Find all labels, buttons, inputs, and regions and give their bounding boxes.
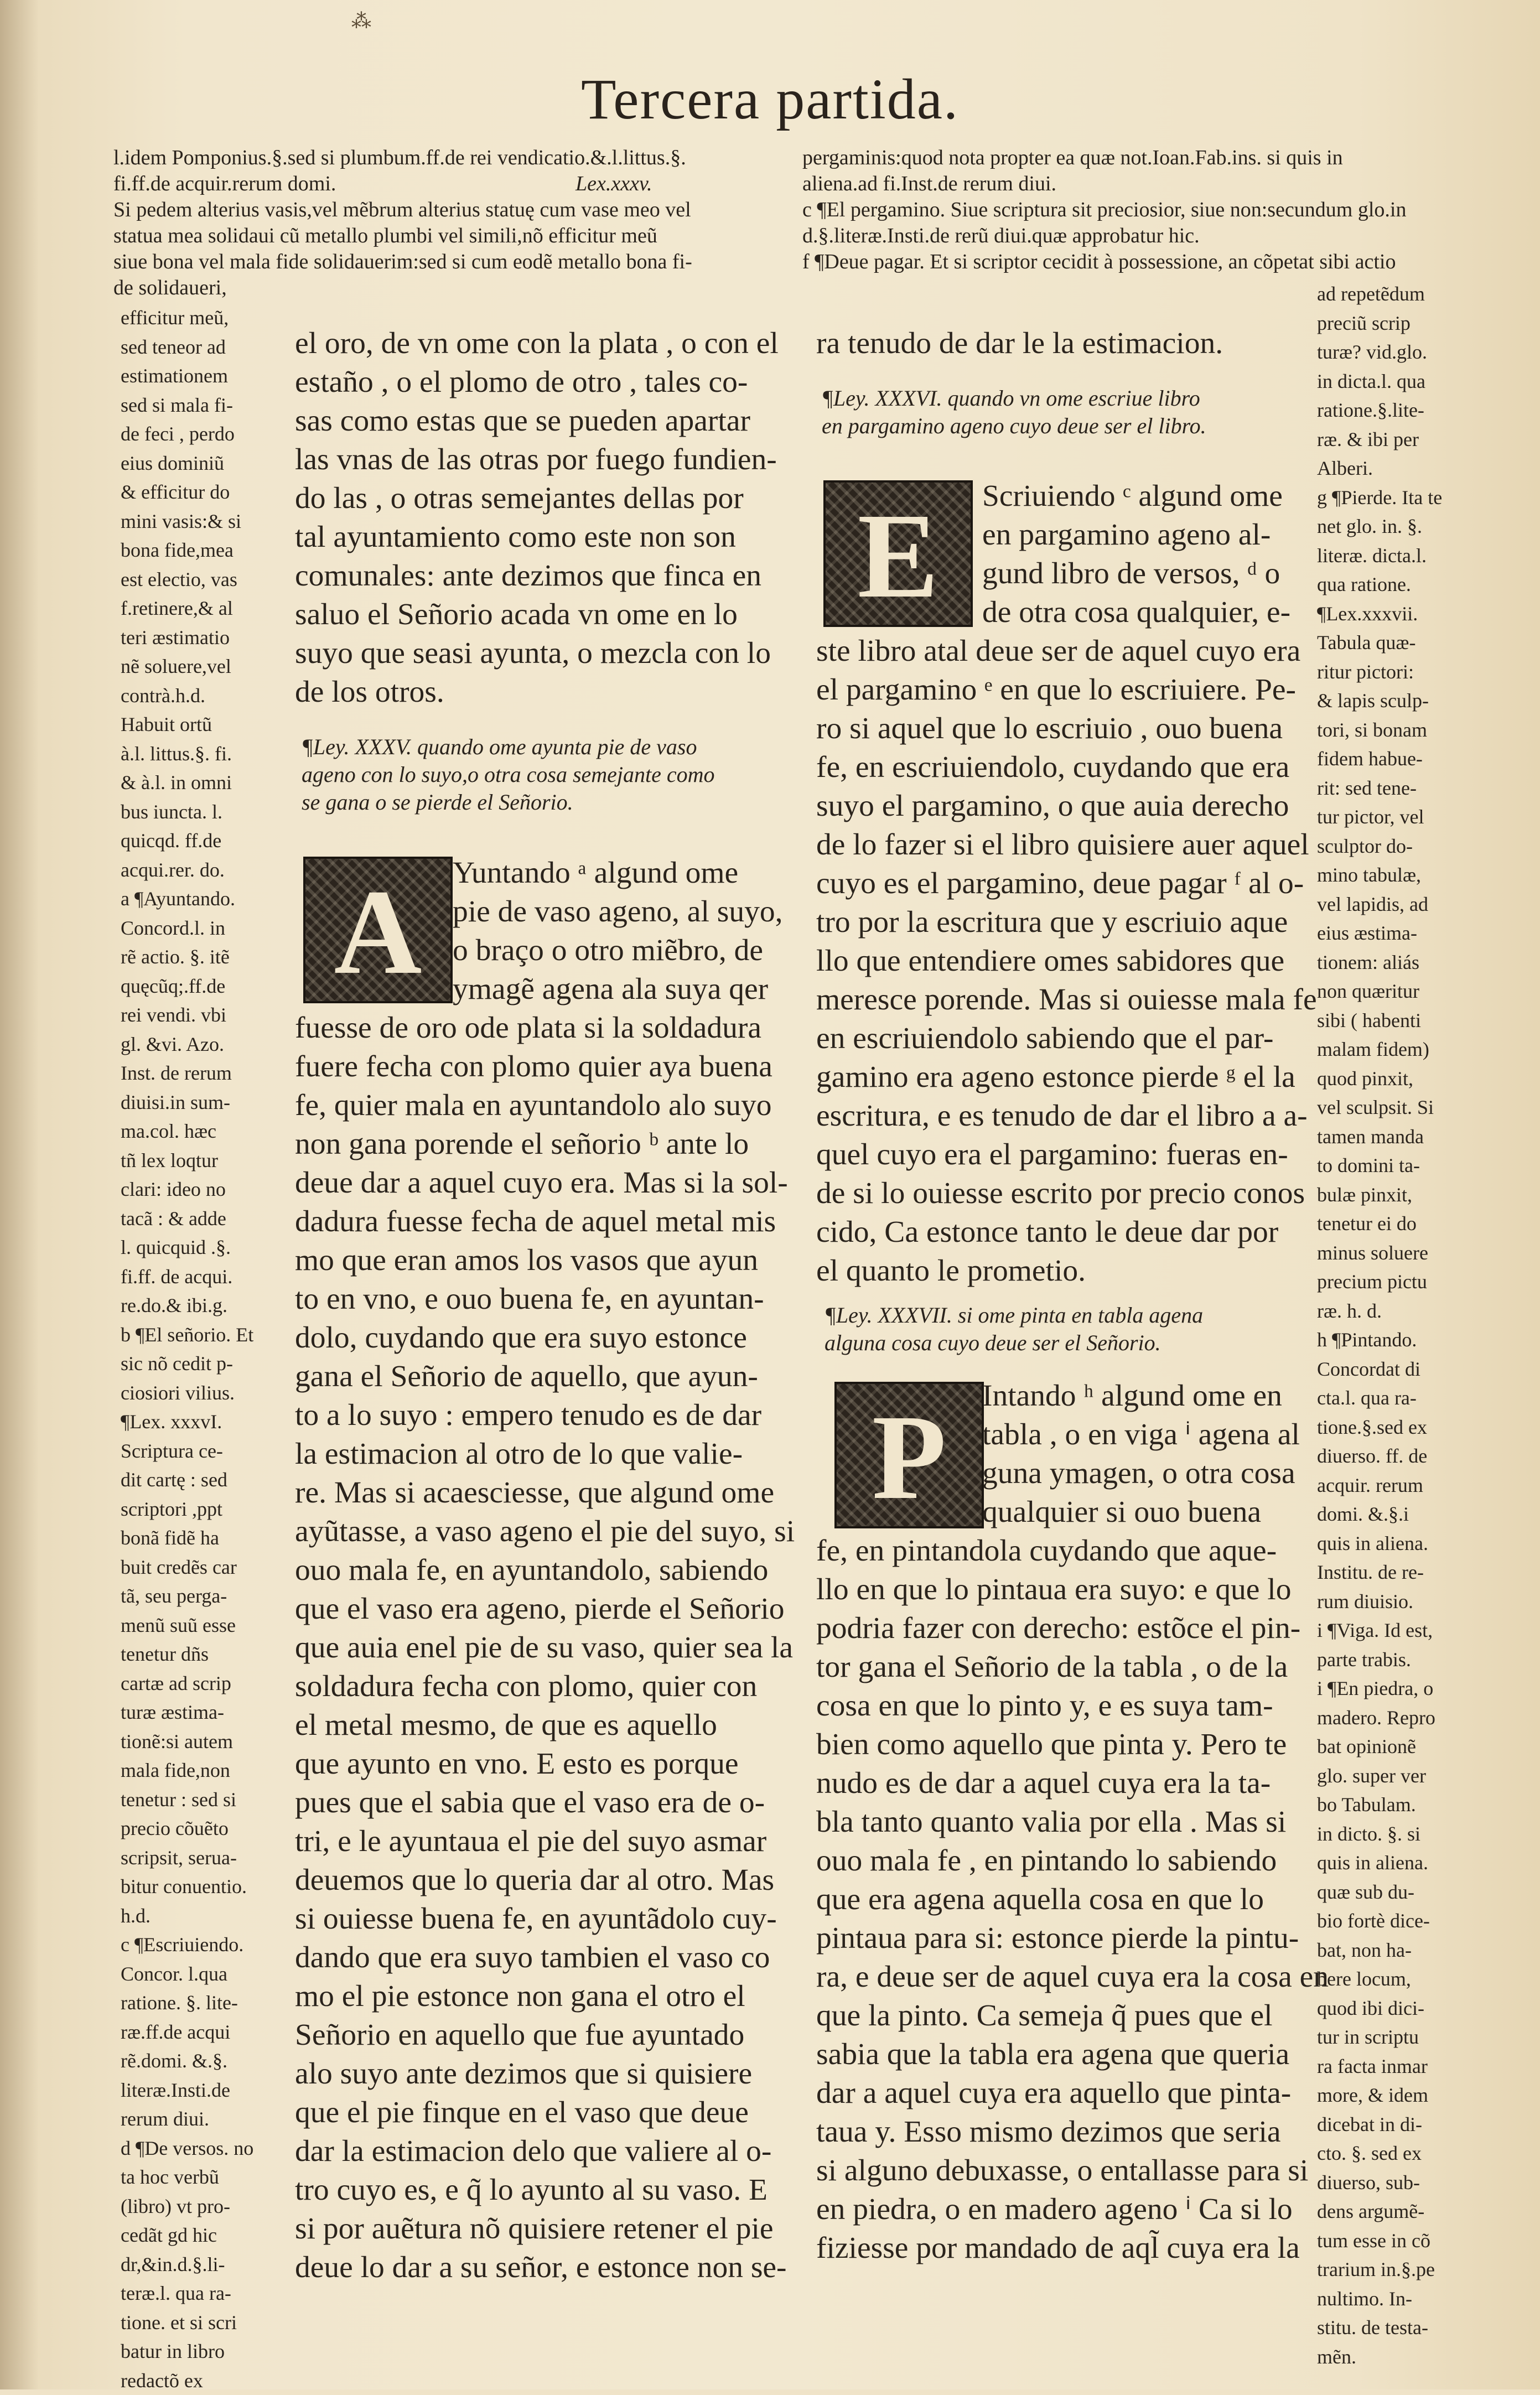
right-gloss-column	[1317, 279, 1522, 2371]
gloss-line: bo Tabulam.	[1317, 1790, 1522, 1819]
gloss-line: efficitur meũ,	[121, 303, 281, 333]
text-line: dar a aquel cuya era aquello que pinta-	[816, 2074, 1314, 2113]
ley-37-heading	[825, 1302, 1323, 1357]
gloss-line: ¶Lex. xxxvI.	[121, 1407, 281, 1437]
text-line: si ouiesse buena fe, en ayuntãdolo cuy-	[295, 1900, 782, 1938]
gloss-line: fi.ff.de acquir.rerum domi.	[113, 171, 805, 197]
text-line: tro cuyo es, e q̃ lo ayunto al su vaso. E	[295, 2171, 782, 2210]
gloss-line: fidem habue-	[1317, 744, 1522, 774]
text-line: dando que era suyo tambien el vaso co	[295, 1938, 782, 1977]
gloss-line: madero. Repro	[1317, 1703, 1522, 1733]
gloss-line: bat, non ha-	[1317, 1936, 1522, 1965]
gloss-line: bio fortè dice-	[1317, 1906, 1522, 1936]
gloss-line: tori, si bonam	[1317, 716, 1522, 745]
gloss-line: tacã : & adde	[121, 1204, 281, 1233]
heading-line: en pargamino ageno cuyo deue ser el libro.	[822, 412, 1320, 440]
text-line: tri, e le ayuntaua el pie del suyo asmar	[295, 1822, 782, 1861]
gloss-line: quod ibi dici-	[1317, 1994, 1522, 2023]
text-line: ra, e deue ser de aquel cuya era la cosa en	[816, 1958, 1314, 1997]
gloss-line: ræ.ff.de acqui	[121, 2018, 281, 2047]
gloss-line: quis in aliena.	[1317, 1529, 1522, 1558]
text-line: to a lo suyo : empero tenudo es de dar	[295, 1396, 782, 1435]
gloss-line: scriptori ,ppt	[121, 1495, 281, 1524]
text-line: to en vno, e ouo buena fe, en ayuntan-	[295, 1280, 782, 1319]
gloss-line: ratione. §. lite-	[121, 1988, 281, 2018]
text-line: gamino era ageno estonce pierde ᵍ el la	[816, 1058, 1314, 1097]
column-b-ley-36	[816, 477, 1314, 1290]
gloss-line: Alberi.	[1317, 454, 1522, 483]
gloss-line: & à.l. in omni	[121, 768, 281, 797]
gloss-line: teræ.l. qua ra-	[121, 2279, 281, 2308]
gloss-line: f.retinere,& al	[121, 594, 281, 623]
gloss-line: tenetur ei do	[1317, 1209, 1522, 1238]
gloss-line: Inst. de rerum	[121, 1059, 281, 1088]
gloss-line: nẽ soluere,vel	[121, 652, 281, 681]
text-line: cido, Ca estonce tanto le deue dar por	[816, 1213, 1314, 1252]
gloss-line: tenetur : sed si	[121, 1785, 281, 1815]
heading-line: ¶Ley. XXXVII. si ome pinta en tabla agena	[825, 1302, 1323, 1329]
gloss-line: l.idem Pomponius.§.sed si plumbum.ff.de rei vendicatio.&.l.littus.§.	[113, 145, 805, 171]
gloss-line: quis in aliena.	[1317, 1848, 1522, 1878]
text-line: fuere fecha con plomo quier aya buena	[295, 1048, 782, 1086]
gloss-line: literæ. dicta.l.	[1317, 541, 1522, 571]
gloss-line: bus iuncta. l.	[121, 797, 281, 827]
gloss-line: bat opinionẽ	[1317, 1732, 1522, 1761]
text-line: que la pinto. Ca semeja q̃ pues que el	[816, 1997, 1314, 2035]
gloss-line: dicebat in di-	[1317, 2110, 1522, 2139]
gloss-line: i ¶En piedra, o	[1317, 1674, 1522, 1703]
gloss-line: siue bona vel mala fide solidauerim:sed si cum eodẽ metallo bona fi-	[113, 249, 805, 275]
gloss-line: sculptor do-	[1317, 832, 1522, 861]
text-line: bla tanto quanto valia por ella . Mas si	[816, 1803, 1314, 1842]
text-line: en escriuiendolo sabiendo que el par-	[816, 1019, 1314, 1058]
gloss-line: precium pictu	[1317, 1267, 1522, 1297]
gloss-line: quod pinxit,	[1317, 1064, 1522, 1093]
text-line: en piedra, o en madero ageno ⁱ Ca si lo	[816, 2190, 1314, 2229]
gloss-line: rerum diui.	[121, 2104, 281, 2134]
gloss-line: acqui.rer. do.	[121, 856, 281, 885]
gloss-line: tenetur dñs	[121, 1640, 281, 1669]
gloss-line: rẽ actio. §. itẽ	[121, 942, 281, 972]
text-line: ste libro atal deue ser de aquel cuyo era	[816, 632, 1314, 671]
text-line: pues que el sabia que el vaso era de o-	[295, 1784, 782, 1822]
text-line: deue lo dar a su señor, e estonce non se-	[295, 2248, 782, 2287]
gloss-line: glo. super ver	[1317, 1761, 1522, 1791]
heading-line: ageno con lo suyo,o otra cosa semejante como	[302, 761, 789, 789]
gloss-line: sic nõ cedit p-	[121, 1349, 281, 1378]
text-line: el quanto le prometio.	[816, 1252, 1314, 1290]
text-line: el pargamino ᵉ en que lo escriuiere. Pe-	[816, 671, 1314, 709]
gloss-line: sed teneor ad	[121, 333, 281, 362]
text-line: non gana porende el señorio ᵇ ante lo	[295, 1125, 782, 1164]
text-line: qualquier si ouo buena	[816, 1493, 1314, 1532]
gloss-line: contrà.h.d.	[121, 681, 281, 711]
gloss-line: ra facta inmar	[1317, 2052, 1522, 2081]
text-line: tal ayuntamiento como este non son	[295, 518, 782, 557]
text-line: si alguno debuxasse, o entallasse para si	[816, 2152, 1314, 2190]
text-line: deuemos que lo queria dar al otro. Mas	[295, 1861, 782, 1900]
gloss-line: b ¶El señorio. Et	[121, 1320, 281, 1350]
heading-line: ¶Ley. XXXVI. quando vn ome escriue libro	[822, 385, 1320, 412]
gloss-line: in dicta.l. qua	[1317, 367, 1522, 396]
decorated-initial-a: A	[303, 857, 453, 1003]
text-line: re. Mas si acaesciesse, que algund ome	[295, 1474, 782, 1512]
decorated-initial-e: E	[823, 480, 973, 627]
text-line: ro si aquel que lo escriuio , ouo buena	[816, 709, 1314, 748]
text-line: las vnas de las otras por fuego fundien-	[295, 440, 782, 479]
text-line: quel cuyo era el pargamino: fueras en-	[816, 1136, 1314, 1174]
gloss-line: aliena.ad fi.Inst.de rerum diui.	[802, 171, 1522, 197]
text-line: bien como aquello que pinta y. Pero te	[816, 1725, 1314, 1764]
gloss-line: batur in libro	[121, 2337, 281, 2366]
column-a-opening	[295, 324, 782, 712]
gloss-line: mini vasis:& si	[121, 507, 281, 536]
gloss-line: ad repetẽdum	[1317, 279, 1522, 309]
text-line: mo el pie estonce non gana el otro el	[295, 1977, 782, 2016]
text-line: llo que entendiere omes sabidores que	[816, 942, 1314, 981]
gloss-line: c ¶El pergamino. Siue scriptura sit preciosior, siue non:secundum glo.in	[802, 197, 1522, 223]
gloss-line: parte trabis.	[1317, 1645, 1522, 1675]
text-line: de otra cosa qualquier, e-	[816, 593, 1314, 632]
text-line: ayũtasse, a vaso ageno el pie del suyo, si	[295, 1512, 782, 1551]
gloss-line: eius dominiũ	[121, 449, 281, 478]
text-line: de los otros.	[295, 673, 782, 712]
gloss-line: rẽ.domi. &.§.	[121, 2046, 281, 2076]
gloss-line: gl. &vi. Azo.	[121, 1030, 281, 1059]
ornament-mark: ⁂	[351, 10, 371, 33]
gloss-line: Scriptura ce-	[121, 1437, 281, 1466]
text-line: Yuntando ᵃ algund ome	[295, 854, 782, 893]
gloss-line: & efficitur do	[121, 478, 281, 507]
gloss-line: quicqd. ff.de	[121, 826, 281, 856]
gloss-line: diuerso. ff. de	[1317, 1442, 1522, 1471]
gloss-line: preciũ scrip	[1317, 309, 1522, 338]
text-line: fe, quier mala en ayuntandolo alo suyo	[295, 1086, 782, 1125]
text-line: ouo mala fe, en ayuntandolo, sabiendo	[295, 1551, 782, 1590]
gloss-line: tur pictor, vel	[1317, 802, 1522, 832]
gloss-line: pergaminis:quod nota propter ea quæ not.Ioan.Fab.ins. si quis in	[802, 145, 1522, 171]
text-line: que el vaso era ageno, pierde el Señorio	[295, 1590, 782, 1629]
text-line: Scriuiendo ᶜ algund ome	[816, 477, 1314, 516]
gloss-line: ciosiori vilius.	[121, 1378, 281, 1408]
gloss-line: d.§.literæ.Insti.de rerũ diui.quæ approbatur hic.	[802, 223, 1522, 249]
gloss-line: to domini ta-	[1317, 1151, 1522, 1180]
gloss-line: tione. et si scri	[121, 2308, 281, 2337]
gloss-line: precio cõuẽto	[121, 1814, 281, 1843]
gloss-line: l. quicquid .§.	[121, 1233, 281, 1262]
text-line: de si lo ouiesse escrito por precio conos	[816, 1174, 1314, 1213]
gloss-line: cto. §. sed ex	[1317, 2139, 1522, 2168]
decorated-initial-p: P	[834, 1382, 984, 1528]
gloss-line: literæ.Insti.de	[121, 2076, 281, 2105]
gloss-line: ritur pictori:	[1317, 657, 1522, 687]
text-line: cosa en que lo pinto y, e es suya tam-	[816, 1687, 1314, 1725]
gloss-line: bitur conuentio. h.d.	[121, 1872, 281, 1930]
gloss-line: cedãt gd hic	[121, 2221, 281, 2250]
gloss-line: Concor. l.qua	[121, 1959, 281, 1989]
gloss-line: trarium in.§.pe	[1317, 2255, 1522, 2284]
gloss-line: nultimo. In-	[1317, 2284, 1522, 2314]
gloss-line: minus soluere	[1317, 1238, 1522, 1268]
text-line: o braço o otro miẽbro, de	[295, 931, 782, 970]
text-line: que era agena aquella cosa en que lo	[816, 1880, 1314, 1919]
gloss-line: sibi ( habenti	[1317, 1006, 1522, 1035]
gloss-line: dens argumẽ-	[1317, 2197, 1522, 2226]
text-line: pintaua para si: estonce pierde la pintu-	[816, 1919, 1314, 1958]
text-line: fiziesse por mandado de aql̃ cuya era la	[816, 2229, 1314, 2268]
gloss-line: dr,&in.d.§.li-	[121, 2250, 281, 2279]
gloss-line: g ¶Pierde. Ita te	[1317, 483, 1522, 512]
text-line: suyo el pargamino, o que auia derecho	[816, 787, 1314, 826]
gloss-line: ræ. & ibi per	[1317, 425, 1522, 454]
text-line: de lo fazer si el libro quisiere auer aquel	[816, 826, 1314, 864]
gloss-line: ¶Lex.xxxvii.	[1317, 599, 1522, 629]
top-left-gloss	[113, 145, 805, 301]
gloss-line: diuisi.in sum-	[121, 1088, 281, 1117]
gloss-line: & lapis sculp-	[1317, 686, 1522, 716]
gloss-line: clari: ideo no	[121, 1175, 281, 1204]
ley-36-heading	[822, 385, 1320, 440]
gloss-line: scripsit, serua-	[121, 1843, 281, 1873]
text-line: cuyo es el pargamino, deue pagar ᶠ al o-	[816, 864, 1314, 903]
text-line: tor gana el Señorio de la tabla , o de la	[816, 1648, 1314, 1687]
text-line: sas como estas que se pueden apartar	[295, 402, 782, 440]
gloss-line: cartæ ad scrip	[121, 1669, 281, 1698]
gloss-line: i ¶Viga. Id est,	[1317, 1616, 1522, 1645]
text-line: do las , o otras semejantes dellas por	[295, 479, 782, 518]
gloss-line: acquir. rerum	[1317, 1471, 1522, 1500]
text-line: taua y. Esso mismo dezimos que seria	[816, 2113, 1314, 2152]
text-line: si por auẽtura nõ quisiere retener el pie	[295, 2210, 782, 2248]
gloss-line: ratione.§.lite-	[1317, 396, 1522, 425]
gloss-line: bona fide,mea	[121, 536, 281, 565]
text-line: fuesse de oro ode plata si la soldadura	[295, 1009, 782, 1048]
text-line: en pargamino ageno al-	[816, 516, 1314, 554]
text-line: suyo que seasi ayunta, o mezcla con lo	[295, 634, 782, 673]
text-line: dadura fuesse fecha de aquel metal mis	[295, 1202, 782, 1241]
text-line: fe, en escriuiendolo, cuydando que era	[816, 748, 1314, 787]
heading-line: ¶Ley. XXXV. quando ome ayunta pie de vaso	[302, 733, 789, 761]
gloss-line: teri æstimatio	[121, 623, 281, 652]
text-line: que el pie finque en el vaso que deue	[295, 2093, 782, 2132]
gloss-line: rit: sed tene-	[1317, 774, 1522, 803]
text-line: que auia enel pie de su vaso, quier sea la	[295, 1629, 782, 1667]
gloss-line: bere locum,	[1317, 1964, 1522, 1994]
page-title: Tercera partida.	[0, 66, 1540, 132]
gloss-line: in dicto. §. si	[1317, 1819, 1522, 1849]
text-line: ouo mala fe , en pintando lo sabiendo	[816, 1842, 1314, 1880]
gloss-line: re.do.& ibi.g.	[121, 1291, 281, 1320]
gloss-line: fi.ff. de acqui.	[121, 1262, 281, 1292]
gloss-line: quæ sub du-	[1317, 1878, 1522, 1907]
gloss-line: quęcũq;.ff.de	[121, 972, 281, 1001]
text-line: pie de vaso ageno, al suyo,	[295, 893, 782, 931]
top-right-gloss	[802, 145, 1522, 275]
text-line: sabia que la tabla era agena que queria	[816, 2035, 1314, 2074]
text-line: meresce porende. Mas si ouiesse mala fe	[816, 981, 1314, 1019]
binding-shadow	[0, 0, 39, 2389]
gloss-line: Habuit ortũ	[121, 710, 281, 739]
column-b-opening: ra tenudo de dar le la estimacion.	[816, 324, 1314, 363]
gloss-line: est electio, vas	[121, 565, 281, 594]
gloss-line: ma.col. hæc	[121, 1117, 281, 1146]
gloss-line: vel sculpsit. Si	[1317, 1093, 1522, 1122]
text-line: Señorio en aquello que fue ayuntado	[295, 2016, 782, 2055]
text-line: gund libro de versos, ᵈ o	[816, 554, 1314, 593]
gloss-line: turæ? vid.glo.	[1317, 338, 1522, 367]
text-line: ymagẽ agena ala suya qer	[295, 970, 782, 1009]
text-line: tabla , o en viga ⁱ agena al	[816, 1416, 1314, 1454]
text-line: llo en que lo pintaua era suyo: e que lo	[816, 1570, 1314, 1609]
gloss-line: more, & idem	[1317, 2081, 1522, 2110]
lex-35-marker: Lex.xxxv.	[575, 171, 652, 197]
gloss-line: Concordat di	[1317, 1355, 1522, 1384]
gloss-line: mino tabulæ,	[1317, 860, 1522, 890]
gloss-line: tione.§.sed ex	[1317, 1413, 1522, 1442]
column-a-body	[295, 854, 782, 2287]
text-line: deue dar a aquel cuyo era. Mas si la sol-	[295, 1164, 782, 1202]
gloss-line: tamen manda	[1317, 1122, 1522, 1152]
gloss-line: menũ suũ esse	[121, 1611, 281, 1640]
gloss-line: eius æstima-	[1317, 919, 1522, 948]
gloss-line: ta hoc verbũ	[121, 2163, 281, 2192]
gloss-line: net glo. in. §.	[1317, 512, 1522, 541]
heading-line: alguna cosa cuyo deue ser el Señorio.	[825, 1329, 1323, 1357]
gloss-line: tã, seu perga-	[121, 1582, 281, 1611]
gloss-line: turæ æstima-	[121, 1698, 281, 1727]
left-gloss-column	[121, 303, 281, 2395]
gloss-line: tionẽ:si autem	[121, 1727, 281, 1756]
gloss-line: d ¶De versos. no	[121, 2134, 281, 2163]
text-line: comunales: ante dezimos que finca en	[295, 557, 782, 595]
gloss-line: bonã fidẽ ha	[121, 1523, 281, 1553]
gloss-line: rum diuisio.	[1317, 1587, 1522, 1616]
text-line: dar la estimacion delo que valiere al o-	[295, 2132, 782, 2171]
text-line: soldadura fecha con plomo, quier con	[295, 1667, 782, 1706]
gloss-line: tñ lex loqtur	[121, 1146, 281, 1175]
gloss-line: vel lapidis, ad	[1317, 890, 1522, 919]
gloss-line: Institu. de re-	[1317, 1558, 1522, 1587]
text-line: nudo es de dar a aquel cuya era la ta-	[816, 1764, 1314, 1803]
gloss-line: de solidaueri,	[113, 275, 805, 301]
text-line: el oro, de vn ome con la plata , o con el	[295, 324, 782, 363]
gloss-line: mala fide,non	[121, 1756, 281, 1785]
gloss-line: tur in scriptu	[1317, 2023, 1522, 2052]
gloss-line: stitu. de testa-	[1317, 2313, 1522, 2342]
text-line: tro por la escritura que y escriuio aque	[816, 903, 1314, 942]
gloss-line: redactõ ex	[121, 2366, 281, 2395]
heading-line: se gana o se pierde el Señorio.	[302, 789, 789, 816]
text-line: gana el Señorio de aquello, que ayun-	[295, 1357, 782, 1396]
text-line: guna ymagen, o otra cosa	[816, 1454, 1314, 1493]
text-line: Intando ʰ algund ome en	[816, 1377, 1314, 1416]
gloss-line: Si pedem alterius vasis,vel mẽbrum alterius statuę cum vase meo vel	[113, 197, 805, 223]
gloss-line: Tabula quæ-	[1317, 628, 1522, 657]
gloss-line: Concord.l. in	[121, 914, 281, 943]
gloss-line: a ¶Ayuntando.	[121, 884, 281, 914]
text-line: que ayunto en vno. E esto es porque	[295, 1745, 782, 1784]
gloss-line: statua mea solidaui cũ metallo plumbi vel simili,nõ efficitur meũ	[113, 223, 805, 249]
gloss-line: sed si mala fi-	[121, 391, 281, 420]
gloss-line: buit credẽs car	[121, 1553, 281, 1582]
text-line: el metal mesmo, de que es aquello	[295, 1706, 782, 1745]
text-line: podria fazer con derecho: estõce el pin-	[816, 1609, 1314, 1648]
gloss-line: dit cartę : sed	[121, 1465, 281, 1495]
text-line: fe, en pintandola cuydando que aque-	[816, 1532, 1314, 1570]
gloss-line: tum esse in cõ	[1317, 2226, 1522, 2256]
gloss-line: qua ratione.	[1317, 570, 1522, 599]
text-line: saluo el Señorio acada vn ome en lo	[295, 595, 782, 634]
gloss-line: ræ. h. d.	[1317, 1297, 1522, 1326]
gloss-line: diuerso, sub-	[1317, 2168, 1522, 2197]
gloss-line: non quæritur	[1317, 977, 1522, 1006]
gloss-line: f ¶Deue pagar. Et si scriptor cecidit à possessione, an cõpetat sibi actio	[802, 249, 1522, 275]
gloss-line: (libro) vt pro-	[121, 2192, 281, 2221]
gloss-line: à.l. littus.§. fi.	[121, 739, 281, 769]
gloss-line: estimationem	[121, 361, 281, 391]
text-line: escritura, e es tenudo de dar el libro a a-	[816, 1097, 1314, 1136]
column-b-ley-37	[816, 1377, 1314, 2268]
gloss-line: tionem: aliás	[1317, 948, 1522, 977]
text-line: dolo, cuydando que era suyo estonce	[295, 1319, 782, 1357]
gloss-line: rei vendi. vbi	[121, 1000, 281, 1030]
gloss-line: c ¶Escriuiendo.	[121, 1930, 281, 1959]
text-line: la estimacion al otro de lo que valie-	[295, 1435, 782, 1474]
text-line: alo suyo ante dezimos que si quisiere	[295, 2055, 782, 2093]
gloss-line: bulæ pinxit,	[1317, 1180, 1522, 1210]
gloss-line: cta.l. qua ra-	[1317, 1383, 1522, 1413]
gloss-line: h ¶Pintando.	[1317, 1325, 1522, 1355]
gloss-line: malam fidem)	[1317, 1035, 1522, 1064]
ley-35-heading	[302, 733, 789, 816]
gloss-line: domi. &.§.i	[1317, 1500, 1522, 1529]
text-line: estaño , o el plomo de otro , tales co-	[295, 363, 782, 402]
gloss-line: de feci , perdo	[121, 419, 281, 449]
gloss-line: mẽn.	[1317, 2342, 1522, 2372]
text-line: mo que eran amos los vasos que ayun	[295, 1241, 782, 1280]
